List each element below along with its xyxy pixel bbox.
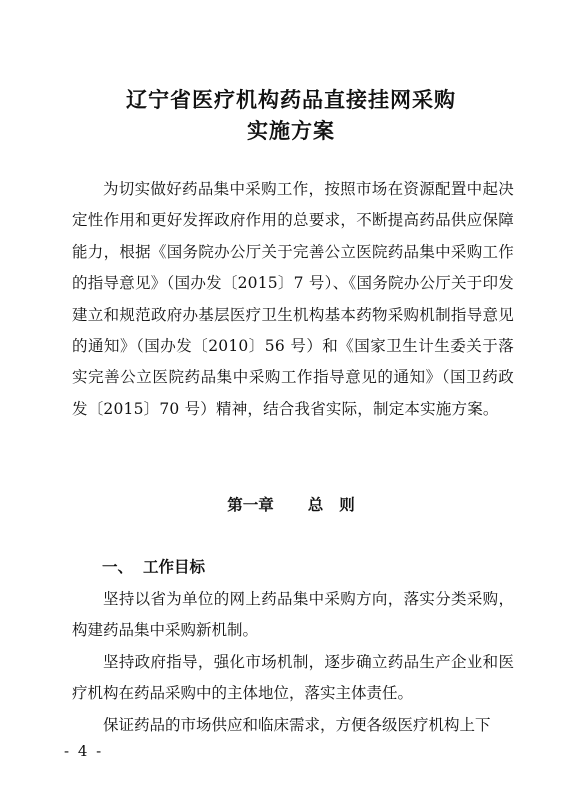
document-title-line-2: 实施方案 — [247, 119, 335, 143]
document-title-line-1: 辽宁省医疗机构药品直接挂网采购 — [126, 88, 456, 112]
body-paragraph: 坚持政府指导，强化市场机制，逐步确立药品生产企业和医疗机构在药品采购中的主体地位，落实主体责任。 — [72, 653, 514, 703]
section-number: 一、 — [102, 558, 134, 576]
chapter-heading — [0, 492, 582, 518]
page-number: - 4 - — [64, 742, 104, 760]
chapter-title-char-2: 则 — [339, 496, 355, 514]
chapter-title-char-1: 总 — [307, 496, 324, 514]
body-paragraph: 坚持以省为单位的网上药品集中采购方向，落实分类采购，构建药品集中采购新机制。 — [72, 590, 514, 640]
chapter-number: 第一章 — [227, 496, 274, 514]
section-title: 工作目标 — [143, 558, 206, 576]
body-paragraph: 保证药品的市场供应和临床需求，方便各级医疗机构上下 — [103, 716, 491, 734]
intro-paragraph: 为切实做好药品集中采购工作，按照市场在资源配置中起决定性作用和更好发挥政府作用的总要求，不断提高药品供应保障能力，根据《国务院办公厅关于完善公立医院药品集中采购工作的指导意见》（国办发〔2015〕7 号）、《国务院办公厅关于印发建立和规范政府办基层医疗卫生机构基本药物采购机制指导意见的通知》（国办发〔2010〕56 号）和《国家卫生计生委关于落实完善公立医院药品集中采购工作指导意见的通知》（国卫药政发〔2015〕70 号）精神，结合我省实际，制定本实施方案。 — [72, 180, 514, 418]
section-heading — [102, 554, 205, 580]
